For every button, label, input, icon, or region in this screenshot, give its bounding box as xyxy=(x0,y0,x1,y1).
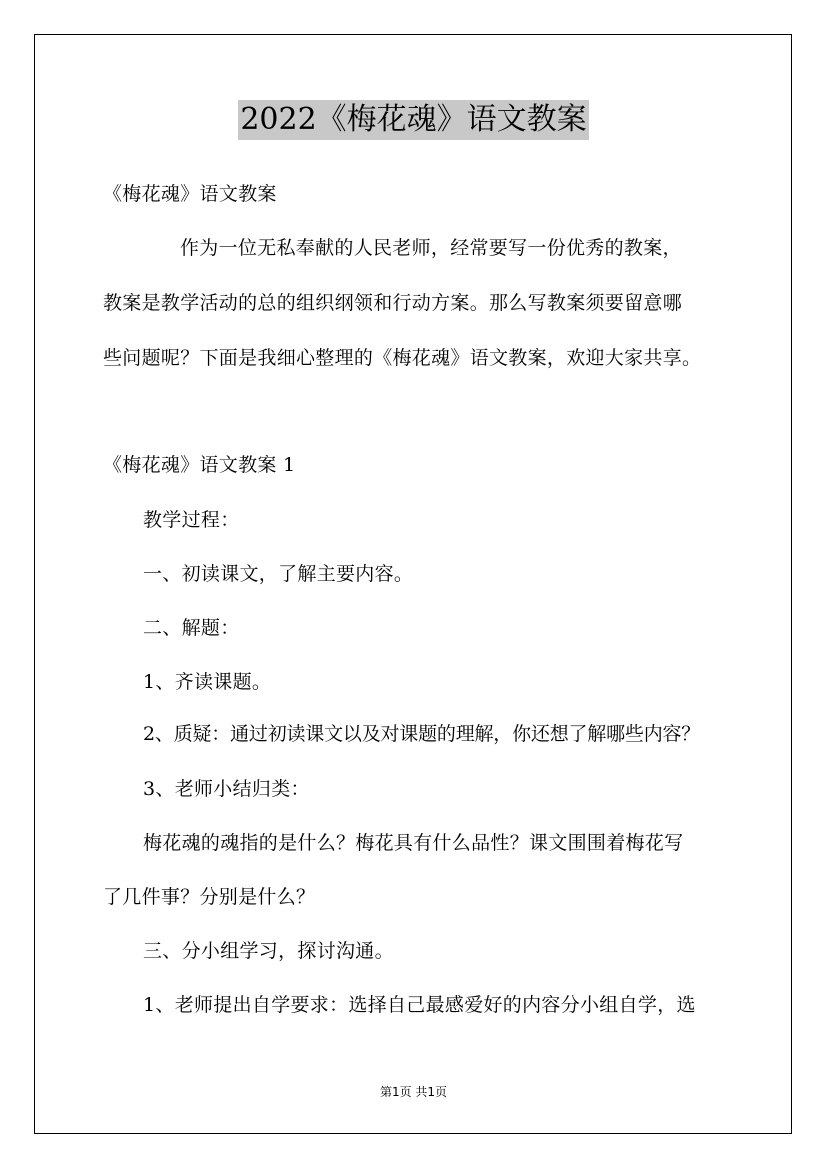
body-line-6: 3、老师小结归类： xyxy=(143,778,310,800)
section-heading: 《梅花魂》语文教案 1 xyxy=(103,454,296,476)
body-line-7: 梅花魂的魂指的是什么？梅花具有什么品性？课文围围着梅花写 xyxy=(143,832,684,854)
body-line-4: 1、齐读课题。 xyxy=(143,671,272,693)
subtitle: 《梅花魂》语文教案 xyxy=(103,183,277,205)
document-title-container xyxy=(0,100,827,140)
page-number: 第1页 共1页 xyxy=(379,1085,448,1099)
intro-line-2: 教案是教学活动的总的组织纲领和行动方案。那么写教案须要留意哪 xyxy=(103,292,683,314)
document-title: 2022《梅花魂》语文教案 xyxy=(238,100,588,140)
page-footer xyxy=(0,1084,827,1100)
intro-line-3: 些问题呢？下面是我细心整理的《梅花魂》语文教案，欢迎大家共享。 xyxy=(103,347,702,369)
body-line-3: 二、解题： xyxy=(143,617,240,639)
body-line-1: 教学过程： xyxy=(143,509,240,531)
body-line-9: 三、分小组学习，探讨沟通。 xyxy=(143,940,394,962)
body-line-8: 了几件事？分别是什么？ xyxy=(103,886,316,908)
body-line-5: 2、质疑：通过初读课文以及对课题的理解，你还想了解哪些内容？ xyxy=(143,723,701,745)
body-line-2: 一、初读课文，了解主要内容。 xyxy=(143,563,414,585)
intro-line-1: 作为一位无私奉献的人民老师，经常要写一份优秀的教案， xyxy=(180,237,682,259)
body-line-10: 1、老师提出自学要求：选择自己最感爱好的内容分小组自学，选 xyxy=(143,994,696,1016)
